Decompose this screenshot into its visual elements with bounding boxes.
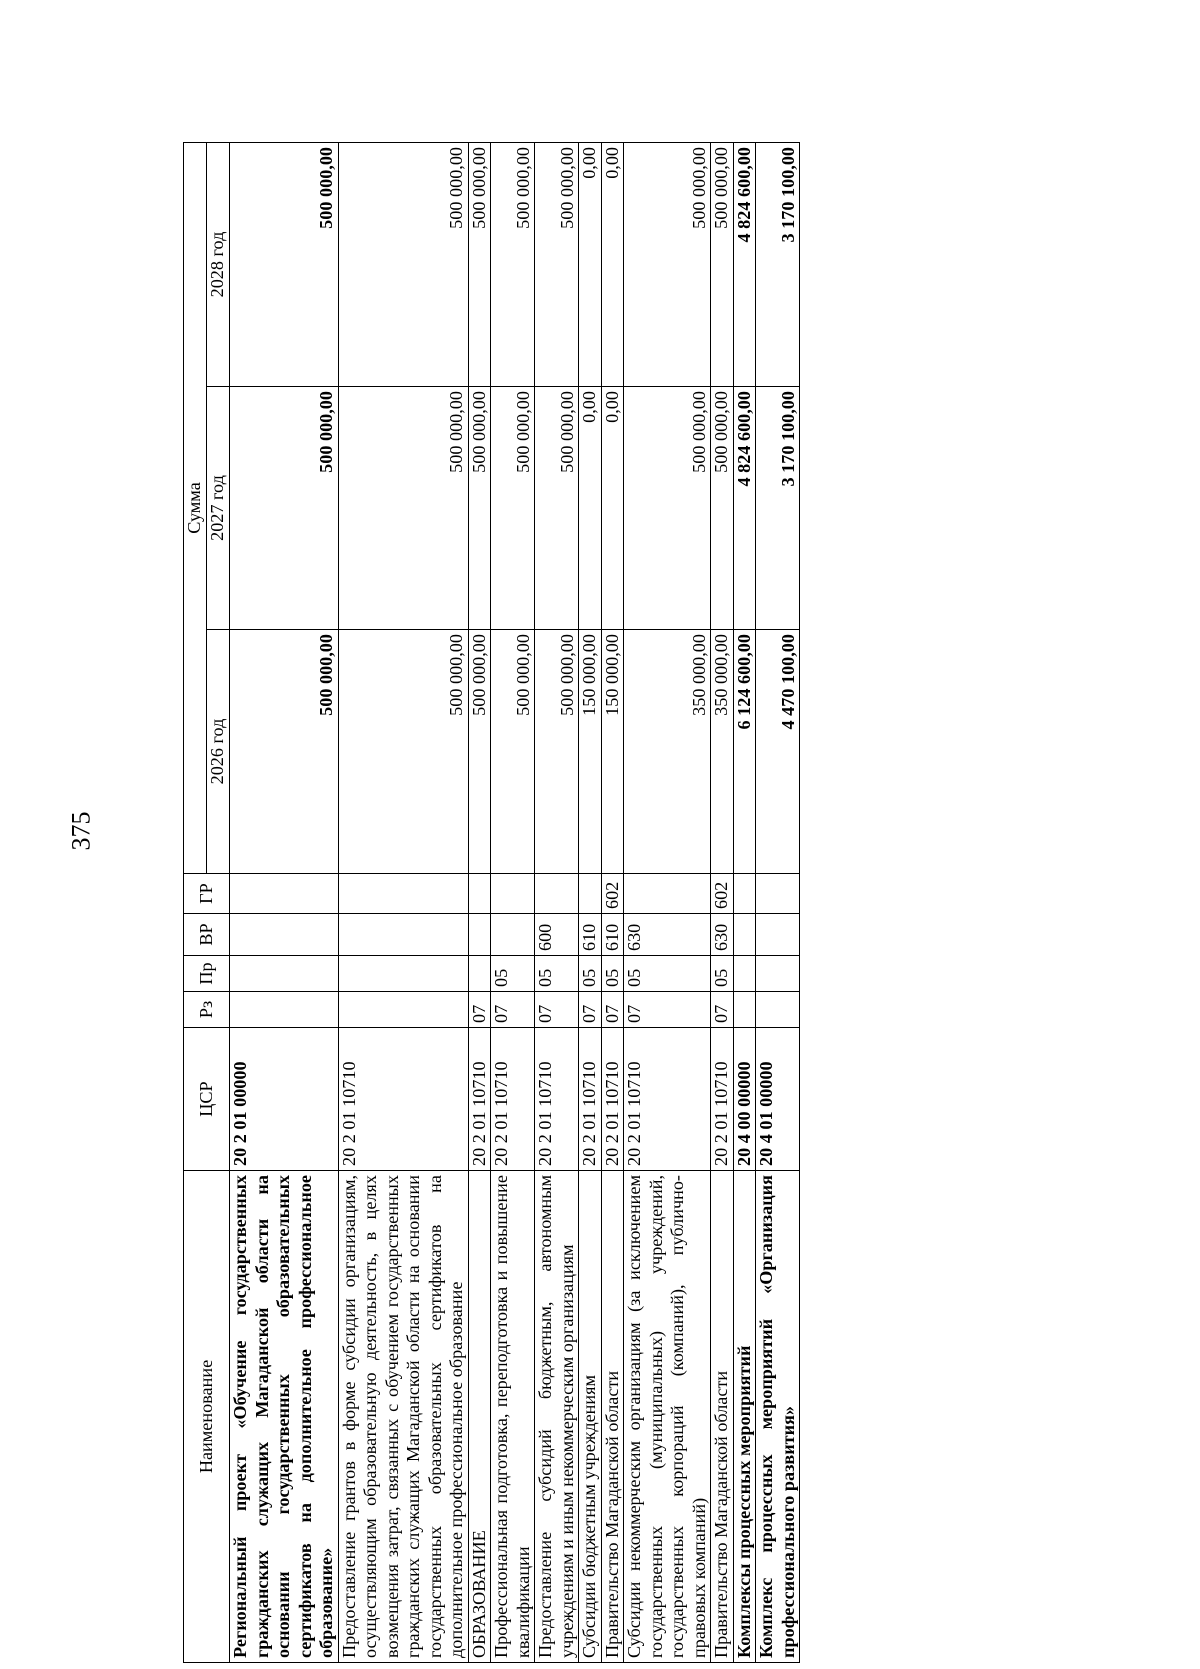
cell-2028: 500 000,00	[338, 142, 468, 386]
cell-vr	[338, 914, 468, 956]
header-name: Наименование	[184, 1171, 230, 1663]
cell-pr	[230, 956, 339, 992]
cell-name: Региональный проект «Обучение государственных гражданских служащих Магаданской области на основании государственных образовательных сертификатов на дополнительное профессиональное образование»	[230, 1171, 339, 1663]
header-pr: Пр	[184, 956, 230, 992]
cell-2028: 500 000,00	[230, 142, 339, 386]
cell-rz	[230, 992, 339, 1028]
table-row	[491, 142, 535, 1662]
table-row	[756, 142, 800, 1662]
cell-name: Субсидии некоммерческим организациям (за исключением государственных (муниципальных) учреждений, государственных корпораций (компаний), публично-правовых компаний)	[624, 1171, 711, 1663]
cell-2027: 0,00	[601, 387, 624, 630]
cell-rz: 07	[491, 992, 535, 1028]
cell-2028: 0,00	[601, 142, 624, 386]
cell-csr: 20 2 01 10710	[579, 1028, 602, 1171]
header-rz: Рз	[184, 992, 230, 1028]
cell-gr	[491, 874, 535, 914]
header-vr: ВР	[184, 914, 230, 956]
cell-pr: 05	[624, 956, 711, 992]
cell-gr	[468, 874, 491, 914]
cell-vr	[491, 914, 535, 956]
cell-2026: 500 000,00	[491, 630, 535, 874]
cell-vr	[756, 914, 800, 956]
table-row	[711, 142, 734, 1662]
cell-csr: 20 2 01 10710	[601, 1028, 624, 1171]
cell-vr: 630	[624, 914, 711, 956]
header-row-1	[184, 142, 207, 1662]
header-2028: 2028 год	[207, 142, 230, 386]
cell-pr: 05	[535, 956, 579, 992]
cell-vr: 610	[601, 914, 624, 956]
table-row	[468, 142, 491, 1662]
cell-rz	[733, 992, 756, 1028]
cell-2027: 4 824 600,00	[733, 387, 756, 630]
cell-name: Правительство Магаданской области	[601, 1171, 624, 1663]
cell-2028: 500 000,00	[624, 142, 711, 386]
cell-2027: 500 000,00	[711, 387, 734, 630]
cell-2027: 500 000,00	[468, 387, 491, 630]
cell-2026: 350 000,00	[711, 630, 734, 874]
cell-gr	[230, 874, 339, 914]
rotated-table-container	[183, 143, 983, 1663]
cell-name: Комплексы процессных мероприятий	[733, 1171, 756, 1663]
page-number: 375	[66, 811, 96, 851]
cell-name: Предоставление грантов в форме субсидии организациям, осуществляющим образовательную деятельность, в целях возмещения затрат, связанных с обучением государственных гражданских служащих Магаданской области на основании государственных образовательных сертификатов на дополнительное профессиональное образование	[338, 1171, 468, 1663]
cell-csr: 20 2 01 10710	[468, 1028, 491, 1171]
header-sum: Сумма	[184, 142, 207, 873]
cell-pr	[756, 956, 800, 992]
table-row	[624, 142, 711, 1662]
cell-pr: 05	[579, 956, 602, 992]
header-csr: ЦСР	[184, 1028, 230, 1171]
cell-2028: 500 000,00	[468, 142, 491, 386]
cell-2027: 500 000,00	[338, 387, 468, 630]
cell-2027: 3 170 100,00	[756, 387, 800, 630]
cell-csr: 20 2 01 10710	[535, 1028, 579, 1171]
cell-name: Предоставление субсидий бюджетным, автономным учреждениям и иным некоммерческим организациям	[535, 1171, 579, 1663]
cell-name: ОБРАЗОВАНИЕ	[468, 1171, 491, 1663]
table-body	[230, 142, 800, 1662]
cell-pr: 05	[601, 956, 624, 992]
cell-2028: 500 000,00	[535, 142, 579, 386]
cell-gr	[338, 874, 468, 914]
cell-rz: 07	[468, 992, 491, 1028]
table-row	[733, 142, 756, 1662]
header-2026: 2026 год	[207, 630, 230, 874]
cell-rz	[756, 992, 800, 1028]
cell-2027: 500 000,00	[535, 387, 579, 630]
cell-rz: 07	[579, 992, 602, 1028]
cell-csr: 20 2 01 10710	[711, 1028, 734, 1171]
table-row	[535, 142, 579, 1662]
cell-2028: 3 170 100,00	[756, 142, 800, 386]
cell-gr	[624, 874, 711, 914]
cell-csr: 20 2 01 10710	[338, 1028, 468, 1171]
cell-name: Комплекс процессных мероприятий «Организация профессионального развития»	[756, 1171, 800, 1663]
cell-csr: 20 4 00 00000	[733, 1028, 756, 1171]
cell-pr: 05	[711, 956, 734, 992]
header-gr: ГР	[184, 874, 230, 914]
cell-2027: 0,00	[579, 387, 602, 630]
cell-pr: 05	[491, 956, 535, 992]
cell-csr: 20 2 01 10710	[491, 1028, 535, 1171]
cell-2026: 150 000,00	[579, 630, 602, 874]
cell-vr	[468, 914, 491, 956]
table-row	[230, 142, 339, 1662]
cell-gr	[756, 874, 800, 914]
budget-table	[183, 142, 800, 1663]
cell-vr: 600	[535, 914, 579, 956]
table-row	[601, 142, 624, 1662]
cell-vr: 610	[579, 914, 602, 956]
cell-name: Правительство Магаданской области	[711, 1171, 734, 1663]
cell-rz: 07	[601, 992, 624, 1028]
cell-vr: 630	[711, 914, 734, 956]
cell-2026: 500 000,00	[468, 630, 491, 874]
cell-gr: 602	[601, 874, 624, 914]
cell-2026: 6 124 600,00	[733, 630, 756, 874]
cell-2028: 500 000,00	[491, 142, 535, 386]
cell-csr: 20 2 01 10710	[624, 1028, 711, 1171]
cell-2026: 500 000,00	[338, 630, 468, 874]
cell-pr	[733, 956, 756, 992]
cell-2027: 500 000,00	[491, 387, 535, 630]
cell-csr: 20 2 01 00000	[230, 1028, 339, 1171]
cell-2026: 500 000,00	[535, 630, 579, 874]
cell-2026: 150 000,00	[601, 630, 624, 874]
cell-2026: 350 000,00	[624, 630, 711, 874]
cell-gr	[579, 874, 602, 914]
cell-csr: 20 4 01 00000	[756, 1028, 800, 1171]
cell-name: Профессиональная подготовка, переподготовка и повышение квалификации	[491, 1171, 535, 1663]
cell-name: Субсидии бюджетным учреждениям	[579, 1171, 602, 1663]
cell-gr	[733, 874, 756, 914]
cell-vr	[230, 914, 339, 956]
cell-rz	[338, 992, 468, 1028]
cell-rz: 07	[535, 992, 579, 1028]
cell-2026: 500 000,00	[230, 630, 339, 874]
table-row	[579, 142, 602, 1662]
cell-gr: 602	[711, 874, 734, 914]
cell-2028: 0,00	[579, 142, 602, 386]
cell-2028: 500 000,00	[711, 142, 734, 386]
cell-pr	[338, 956, 468, 992]
cell-rz: 07	[711, 992, 734, 1028]
cell-2027: 500 000,00	[624, 387, 711, 630]
cell-vr	[733, 914, 756, 956]
header-2027: 2027 год	[207, 387, 230, 630]
cell-2026: 4 470 100,00	[756, 630, 800, 874]
cell-2028: 4 824 600,00	[733, 142, 756, 386]
table-row	[338, 142, 468, 1662]
cell-pr	[468, 956, 491, 992]
cell-2027: 500 000,00	[230, 387, 339, 630]
cell-rz: 07	[624, 992, 711, 1028]
cell-gr	[535, 874, 579, 914]
